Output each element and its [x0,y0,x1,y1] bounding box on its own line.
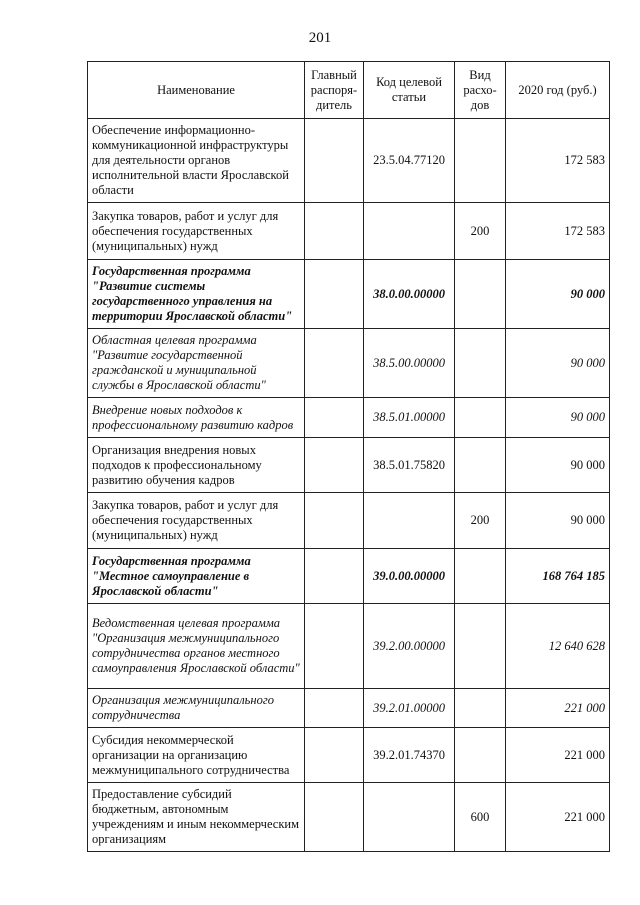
row-target-code [364,203,455,260]
row-target-code: 39.2.00.00000 [364,604,455,689]
table-row [88,783,610,852]
row-main-manager [305,493,364,549]
row-expense-kind [455,728,506,783]
row-sum: 221 000 [506,728,610,783]
table-row [88,549,610,604]
row-expense-kind [455,549,506,604]
row-name: Закупка товаров, работ и услуг для обеспечения государственных (муниципальных) нужд [88,203,305,260]
table-row [88,203,610,260]
table-row [88,728,610,783]
table-row [88,329,610,398]
header-sum-2020: 2020 год (руб.) [506,62,610,119]
row-main-manager [305,689,364,728]
row-expense-kind: 600 [455,783,506,852]
row-main-manager [305,203,364,260]
header-target-code: Код целевой статьи [364,62,455,119]
row-target-code: 23.5.04.77120 [364,119,455,203]
row-expense-kind [455,119,506,203]
row-target-code: 38.5.01.75820 [364,438,455,493]
row-name: Предоставление субсидий бюджетным, автономным учреждениям и иным некоммерческим организациям [88,783,305,852]
row-name: Ведомственная целевая программа "Организация межмуниципального сотрудничества органов местного самоуправления Ярославской области" [88,604,305,689]
row-name: Организация межмуниципального сотрудничества [88,689,305,728]
row-expense-kind [455,398,506,438]
row-sum: 168 764 185 [506,549,610,604]
row-name: Закупка товаров, работ и услуг для обеспечения государственных (муниципальных) нужд [88,493,305,549]
row-name: Внедрение новых подходов к профессиональному развитию кадров [88,398,305,438]
row-main-manager [305,604,364,689]
row-name: Обеспечение информационно-коммуникационной инфраструктуры для деятельности органов исполнительной власти Ярославской области [88,119,305,203]
row-sum: 90 000 [506,493,610,549]
table-header-row [88,62,610,119]
row-target-code [364,493,455,549]
row-sum: 172 583 [506,203,610,260]
row-target-code: 39.2.01.00000 [364,689,455,728]
row-expense-kind [455,329,506,398]
row-sum: 90 000 [506,260,610,329]
table-row [88,493,610,549]
row-sum: 221 000 [506,689,610,728]
row-expense-kind [455,438,506,493]
row-sum: 90 000 [506,329,610,398]
row-main-manager [305,783,364,852]
row-main-manager [305,728,364,783]
row-main-manager [305,398,364,438]
row-main-manager [305,438,364,493]
row-target-code: 38.5.00.00000 [364,329,455,398]
row-sum: 90 000 [506,398,610,438]
row-name: Организация внедрения новых подходов к профессиональному развитию обучения кадров [88,438,305,493]
table-row [88,398,610,438]
row-name: Субсидия некоммерческой организации на организацию межмуниципального сотрудничества [88,728,305,783]
row-name: Областная целевая программа "Развитие государственной гражданской и муниципальной службы в Ярославской области" [88,329,305,398]
row-main-manager [305,329,364,398]
row-target-code: 39.0.00.00000 [364,549,455,604]
table-row [88,604,610,689]
row-sum: 172 583 [506,119,610,203]
page-number: 201 [308,30,332,46]
header-name: Наименование [88,62,305,119]
row-main-manager [305,260,364,329]
row-main-manager [305,119,364,203]
row-expense-kind [455,689,506,728]
table-row [88,119,610,203]
budget-table [87,61,610,852]
table-row [88,689,610,728]
row-expense-kind [455,604,506,689]
row-name: Государственная программа "Местное самоуправление в Ярославской области" [88,549,305,604]
header-main-manager: Главный распоря-дитель [305,62,364,119]
row-target-code: 39.2.01.74370 [364,728,455,783]
row-target-code: 38.0.00.00000 [364,260,455,329]
row-target-code: 38.5.01.00000 [364,398,455,438]
row-expense-kind: 200 [455,203,506,260]
row-expense-kind: 200 [455,493,506,549]
table-row [88,260,610,329]
row-target-code [364,783,455,852]
table-row [88,438,610,493]
row-expense-kind [455,260,506,329]
table-body [88,119,610,852]
row-sum: 90 000 [506,438,610,493]
row-sum: 12 640 628 [506,604,610,689]
row-main-manager [305,549,364,604]
header-expense-kind: Вид расхо-дов [455,62,506,119]
row-sum: 221 000 [506,783,610,852]
row-name: Государственная программа "Развитие системы государственного управления на территории Ярославской области" [88,260,305,329]
